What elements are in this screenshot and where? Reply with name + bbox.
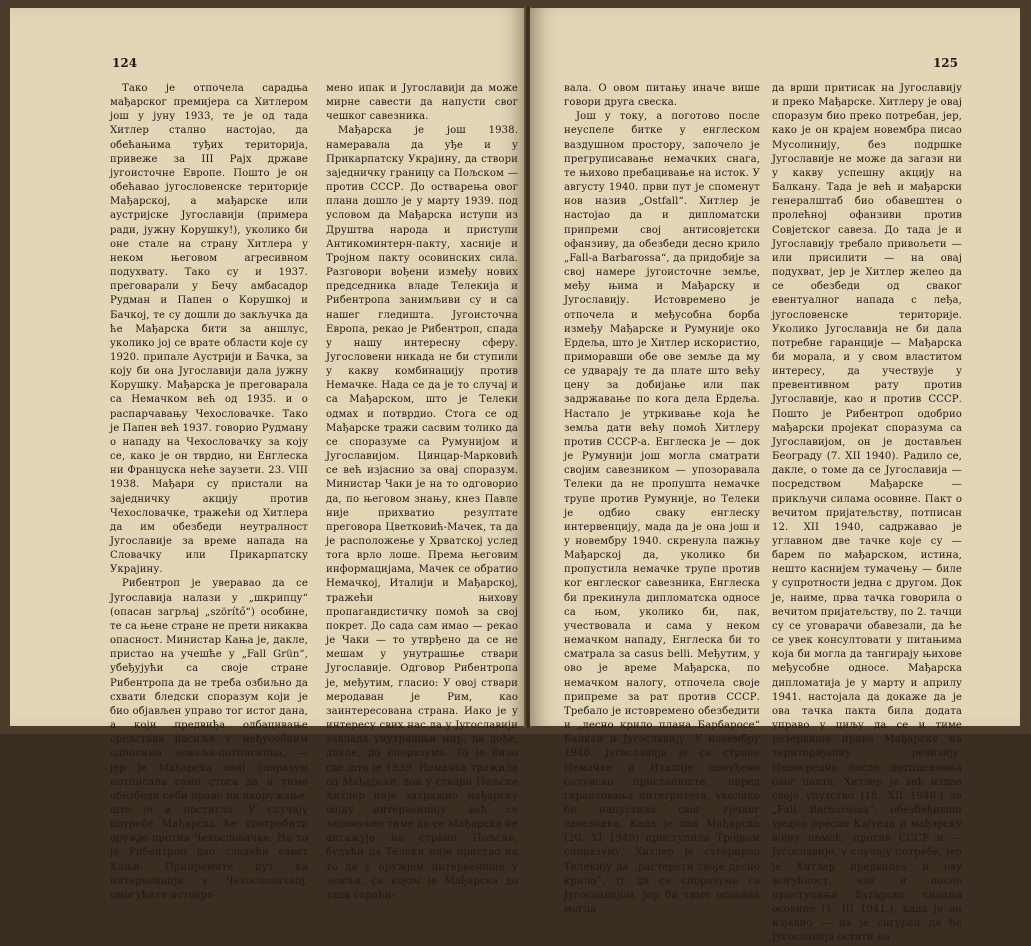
paragraph: Тако је отпочела сарадња мађарског премијера са Хитлером још у јуну 1933, те је од тада Хитлер стално настојао, да обећањима туђих територија, привеже за III Рајх државе југоисточне Европе. Пошто је он обећавао југословенске територије Мађарској, а мађарске или аустријске Југославији (примера ради, јужну Корушку!), уколико би оне стале на страну Хитлера у неком његовом агресивном подухвату. Тако су и 1937. преговарали у Бечу амбасадор Рудман и Папен о Корушкој и Бачкој, те су дошли до закључка да ће Мађарска бити за аншлус, уколико јој се врате области које су 1920. припале Аустрији и Бачка, за коју би она Југославији дала јужну Корушку. Мађарска је преговарала са Немачком већ од 1935. и о распарчавању Чехословачке. Тако је Папен већ 1937. говорио Рудману о нападу на Чехословачку за коју се, како је он тврдио, ни Енглеска ни Француска неће заузети. 23. VIII 1938. Мађари су пристали на заједничку акцију против Чехословачке, тражећи од Хитлера да им обезбеди неутралност Југославије за време напада на Словачку или Прикарпатску Украјину.: [110, 83, 308, 576]
paragraph: Још у току, а поготово после неуспеле битке у енглеском ваздушном простору, започело је прегруписавање немачких снага, те њихово пребацивање на исток. У августу 1940. први пут је споменут нов назив „Ostfall“. Хитлер је настојао да и дипломатски припреми свој антисовјетски офанзиву, да обезбеди десно крило „Fall-a Barbarossa“, да придобије за свој намере југоисточне земље, међу њима и Мађарску и Југославију. Истовремено је отпочела и међусобна борба између Мађарске и Румуније око Ердеља, што је Хитлер искористио, приморавши обе ове земље да му се удварају те да плате што већу цену за добијање или пак задржавање по кога дела Ердеља. Настало је утркивање која ће земља дати већу помоћ Хитлеру против СССР-а. Енглеска је — док је Румунији још могла сматрати својим савезником — упозоравала Телеки да не пропушта немачке трупе против Румуније, но Телеки је одбио сваку енглеску интервенцију, мада да је она још и у новембру 1940. скренула пажњу Мађарској да, уколико би пропустила немачке трупе против ког енглеског савезника, Енглеска би прекинула дипломатска односе са њом, уколико би, пак, учествовала и сама у неком немачком нападу, Енглеска би то сматрала за casus belli. Међутим, у ово је време Мађарска, по немачком налогу, отпочела своје припреме за рат против СССР. Требало је истовремено обезбедити и „десно крило плана Барбаросе“ Балкан и Југославију. У новембру 1940. Југославија је са стране Немачке и Италије понуђено солунско пристаниште, поред гарантовања интегритета, уколико би напустила свог грчког савезника. Када је пак Мађарска (20. XI 1940) приступила Тројном споразуму, Хитлер је сугерирао Телекију да „растерети своје десно крило“, тј. да се споразуме са Југославијом, јер би тиме осовина могла: [564, 111, 760, 916]
paragraph: Мађарска је још 1938. намеравала да уђе и у Прикарпатску Украјину, да створи заједничку границу са Пољском — против СССР. До остварења овог плана дошло је у марту 1939. под условом да Мађарска иступи из Друштва народа и приступи Антикоминтерн-пакту, хасније и Тројном пакту осовинских сила. Разговори вођени између нових председника владе Телекија и Рибентропа занимљиви су и са нашег гледишта. Југоисточна Европа, рекао је Рибентроп, спада у нашу интересну сферу. Југословени никада не би ступили у какву комбинацију против Немачке. Нада се да је то случај и са Мађарском, што је Телеки одмах и потврдио. Стога се од Мађарске тражи сасвим толико да се споразуме са Румунијом и Југославијом. Цинцар-Марковић се већ изјаснио за овај споразум. Министар Чаки је на то одговорио да, по његовом знању, кнез Павле није прихватио резултате преговора Цветковић-Мачек, та да је расположење у Хрватској услед тога врло лоше. Према његовим информацијама, Мачек се обратио Немачкој, Италији и Мађарској, тражећи њихову пропагандистичку помоћ за свој покрет. До сада сам имао — рекао је Чаки — то утврђено да се не мешам у унутрашње ствари Југославије. Одговор Рибентропа је, међутим, гласио: У овој ствари меродаван је Рим, као заинтересована страна. Иако је у интересу свих нас да у Југославији завлада унутрашњи мир, да дође, дакле, до споразума. То је било све што је 1939. Немачка тражила од Мађарске, док у ствари Пољске Хитлер није затражио мађарску војну интервенцију, већ се задовољио тиме да се Мађарска не ангажује на страни Пољске, будући да Телеки није пристао на то да у оружјем интервенише у земљи, са којом је Мађарска до тада сарађи-: [326, 125, 518, 901]
right-page: [530, 8, 1020, 944]
left-page-column-2: [326, 82, 518, 903]
right-page-column-2: [772, 82, 962, 946]
paragraph-continued: вала. О овом питању иначе више говори друга свеска.: [564, 83, 760, 109]
right-page-column-1: [564, 82, 760, 917]
left-page: [10, 8, 526, 901]
page-number-right: 125: [932, 56, 958, 70]
page-number-left: 124: [112, 56, 138, 70]
paragraph: Рибентроп је уверавао да се Југославија налази у „шкрипцу“ (опасан загрљај „szörítő“) особине, те са њене стране не прети никаква опасност. Министар Кања је, дакле, пристао на учешће у „Fall Grün“, убеђујући са своје стране Рибентропа да не треба озбиљно да схвати бледски споразум који је био објављен управо тог истог дана, а који предвиђа одбацивање средстава насиља у међусобним односима земаља-потписница, — јер је Мађарска овај споразум потписала само стога да и тиме обезбеди себи право на наоружање, што је и постигла. У случају потребе Мађарска ће употребити оружје против Чехословачке. На то је Рибентроп дао следећи савет Кањи: Припремите пут ка интервенцији у Чехословачкој, омогућите истовре-: [110, 578, 308, 901]
left-page-column-1: [110, 82, 308, 903]
paragraph-continued: мено ипак и Југославији да може мирне савести да напусти свог чешког савезника.: [326, 83, 518, 123]
paragraph-continued: да врши притисак на Југославију и преко Мађарске. Хитлеру је овај споразум био преко потребан, јер, како је он крајем новембра писао Мусолинију, без подршке Југославије не може да загази ни у какву успешну акцију на Балкану. Тада је већ и мађарски генералштаб био обавештен о пролећној офанзиви против Совјетског савеза. До тада је и Југославију требало привољети — или присилити — на овај подухват, јер је Хитлер желео да се обезбеди од сваког евентуалног напада с леђа, југословенске територије. Уколико Југославија не би дала потребне гаранције — Мађарска би морала, и у свом властитом интересу, да учествује у превентивном рату против Југославије, као и против СССР. Пошто је Рибентроп одобрио мађарски пројекат споразума са Југославијом, он је достављен Београду (7. XII 1940). Радило се, дакле, о томе да се Југославија — посредством Мађарске — прикључи силама осовине. Пакт о вечитом пријатељству, потписан 12. XII 1940, садржавао је углавном две тачке које су — барем по мађарском, истина, нешто каснијем тумачењу — биле у супротности једна с другом. Док је, наиме, прва тачка говорила о вечитом пријатељству, по 2. тачци су се уговарачи обавезали, да ће се увек консултовати у питањима која би могла да тангирају њихове међусобне односе. Мађарска дипломатија је у марту и априлу 1941. настојала да докаже да је ова тачка пакта била додата управо у циљу да се и тиме резервише право Мађарске на територијалну ревизију. Непосредно после потписивања овог пакта, Хитлер је већ издао своје упутство (18. XII 1940.) за „Fall Barbarossa“, обезбеђивши уједно пресно Кајтела и мађарску војну помоћ, против СССР и — Југославије, у случају потребе, јер је Хитлер предвидео и ову могућност, чак и после приступања Бугарске силама осовине (1. III 1941.), када је он изјавио — да је сигуран да ће Југославија остати на: [772, 83, 962, 944]
